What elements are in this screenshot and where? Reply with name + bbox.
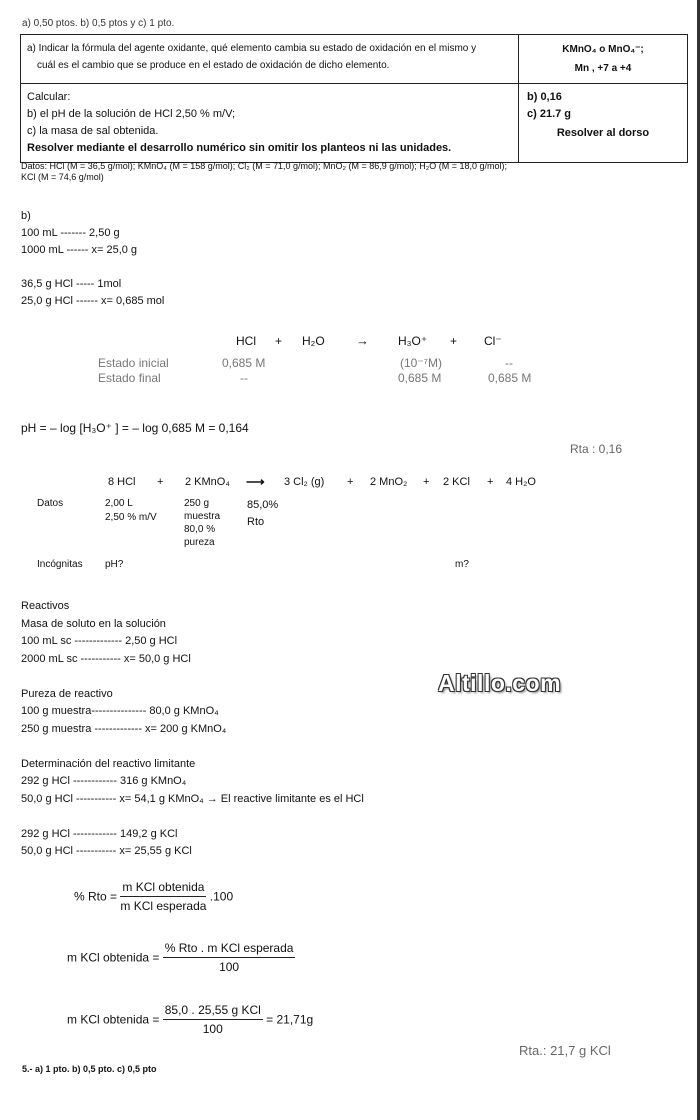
reactivos-line: 2000 mL sc ----------- x= 50,0 g HCl [21,652,191,665]
part-b-label: b) [21,210,31,222]
answer-bc-cell [519,84,687,162]
eq1-arrow: → [356,333,369,348]
estado-inicial-h3o: (10⁻⁷M) [400,356,443,370]
incognitas-label: Incógnitas [37,559,83,570]
formula1-tail: .100 [209,889,234,904]
part-b-line: 1000 mL ------ x= 25,0 g [21,244,138,256]
estado-final-cl: 0,685 M [488,371,532,385]
reactivos-line: 100 mL sc ------------- 2,50 g HCl [21,635,178,647]
resolver-dorso: Resolver al dorso [556,127,650,139]
pureza-line: 100 g muestra--------------- 80,0 g KMnO₄ [21,705,219,717]
datos-rto-pct: 85,0% [247,499,279,511]
datos-kmno4 [184,497,220,549]
datos-hcl-vol: 2,00 L [105,498,133,509]
formula2-den: 100 [219,960,240,974]
datos-hcl [105,497,157,525]
formula-rendimiento [74,880,233,913]
formula-mkcl-result [67,1003,313,1036]
formula2-fraction [163,941,296,974]
datos-kmno4-mass: 250 g [184,498,210,509]
eq1-plus: + [450,334,458,348]
eq1-plus: + [275,334,283,348]
question-table [20,34,688,163]
limitante-line: 292 g HCl ------------ 316 g KMnO₄ [21,775,187,787]
estado-inicial-hcl: 0,685 M [222,356,266,370]
eq1-h2o: H₂O [302,334,325,348]
eq1-h3o: H₃O⁺ [398,334,428,348]
answer-a-line1: KMnO₄ o MnO₄⁻; [562,44,644,55]
formula1-lhs: % Rto = [74,889,118,904]
question-bc-cell [21,84,519,162]
next-question-points: 5.- a) 1 pto. b) 0,5 pto. c) 0,5 pto [22,1064,157,1074]
eq2-plus: + [347,476,354,488]
limitante-line: 50,0 g HCl ----------- x= 54,1 g KMnO₄ → El reactive limitante es el HCl [21,792,364,805]
estado-inicial-cl: -- [505,356,513,370]
estado-final-hcl: -- [240,371,248,385]
incognita-m: m? [455,559,469,570]
table-row [21,84,687,162]
formula3-fraction [163,1003,263,1036]
answer-a-cell [519,35,687,83]
formula2-num: % Rto . m KCl esperada [163,941,296,958]
eq2-kcl: 2 KCl [443,476,470,488]
part-b-block [21,208,164,310]
points-header: a) 0,50 ptos. b) 0,5 ptos y c) 1 pto. [22,18,175,29]
estado-final-h3o: 0,685 M [398,371,442,385]
answer-a-line2: Mn , +7 a +4 [574,63,632,74]
formula1-num: m KCl obtenida [120,880,206,897]
incognita-ph: pH? [105,559,124,570]
answer-b: b) 0,16 [527,91,562,103]
answer-c: c) 21.7 g [527,108,572,120]
datos-kmno4-muestra: muestra [184,511,221,522]
question-a-line1: a) Indicar la fórmula del agente oxidante, qué elemento cambia su estado de oxidación en el mismo y [27,43,477,54]
part-b-line: 100 mL ------- 2,50 g [21,227,120,239]
question-b: b) el pH de la solución de HCl 2,50 % m/V; [27,108,236,120]
formula3-den: 100 [202,1022,223,1036]
reactivos-subtitle: Masa de soluto en la solución [21,617,166,630]
eq2-plus: + [423,476,430,488]
datos-rto-label: Rto [247,516,265,528]
datos-line2: KCl (M = 74,6 g/mol) [21,172,104,182]
eq2-cl2: 3 Cl₂ (g) [284,476,325,488]
eq2-mno2: 2 MnO₂ [370,476,408,488]
formula1-fraction [120,880,206,913]
reactivos-block [21,598,364,861]
formula2-lhs: m KCl obtenida = [67,950,160,965]
calc-label: Calcular: [27,91,71,103]
eq2-plus: + [487,476,494,488]
eq1-cl: Cl⁻ [484,334,502,348]
datos-kmno4-pct: 80,0 % [184,524,216,535]
datos-hcl-conc: 2,50 % m/V [105,512,157,523]
eq1-hcl: HCl [236,334,256,348]
question-a-cell [21,35,519,83]
ph-answer: Rta : 0,16 [570,442,623,456]
datos-rto [247,497,278,531]
eq2-kmno4: 2 KMnO₄ [185,476,230,488]
reactivos-title: Reactivos [21,600,70,612]
limitante-title: Determinación del reactivo limitante [21,757,196,770]
datos-kmno4-pureza: pureza [184,537,215,548]
ph-calculation: pH = – log [H₃O⁺ ] = – log 0,685 M = 0,164 [21,421,249,435]
kcl-line: 50,0 g HCl ----------- x= 25,55 g KCl [21,845,192,857]
datos-line1: Datos: HCl (M = 36,5 g/mol); KMnO₄ (M = 158 g/mol); Cl₂ (M = 71,0 g/mol); MnO₂ (M = 86,9 g/mol); H₂O (M = 18,0 g/mol); [21,161,508,171]
part-b-line: 25,0 g HCl ------ x= 0,685 mol [21,295,165,307]
instructions: Resolver mediante el desarrollo numérico sin omitir los planteos ni las unidades. [27,142,452,154]
formula3-num: 85,0 . 25,55 g KCl [163,1003,263,1020]
datos-block [21,161,507,183]
datos-label: Datos [37,498,64,509]
eq2-arrow: ⟶ [246,474,265,489]
question-c: c) la masa de sal obtenida. [27,125,159,137]
eq2-plus: + [157,476,164,488]
pureza-title: Pureza de reactivo [21,687,113,700]
formula3-lhs: m KCl obtenida = [67,1012,160,1027]
formula1-den: m KCl esperada [120,899,207,913]
eq2-hcl: 8 HCl [108,476,136,488]
question-a-line2: cuál es el cambio que se produce en el estado de oxidación de dicho elemento. [37,60,390,71]
part-b-line: 36,5 g HCl ----- 1mol [21,278,122,290]
estado-final-label: Estado final [98,371,161,385]
table-row [21,35,687,84]
altillo-logo: Altillo.com [438,670,562,696]
formula-mkcl [67,941,295,974]
eq2-h2o: 4 H₂O [506,476,536,488]
mkcl-answer: Rta.: 21,7 g KCl [519,1043,611,1058]
formula3-result: = 21,71g [266,1012,314,1027]
pureza-line: 250 g muestra ------------- x= 200 g KMnO₄ [21,722,227,735]
kcl-line: 292 g HCl ------------ 149,2 g KCl [21,827,178,840]
estado-inicial-label: Estado inicial [98,356,169,370]
